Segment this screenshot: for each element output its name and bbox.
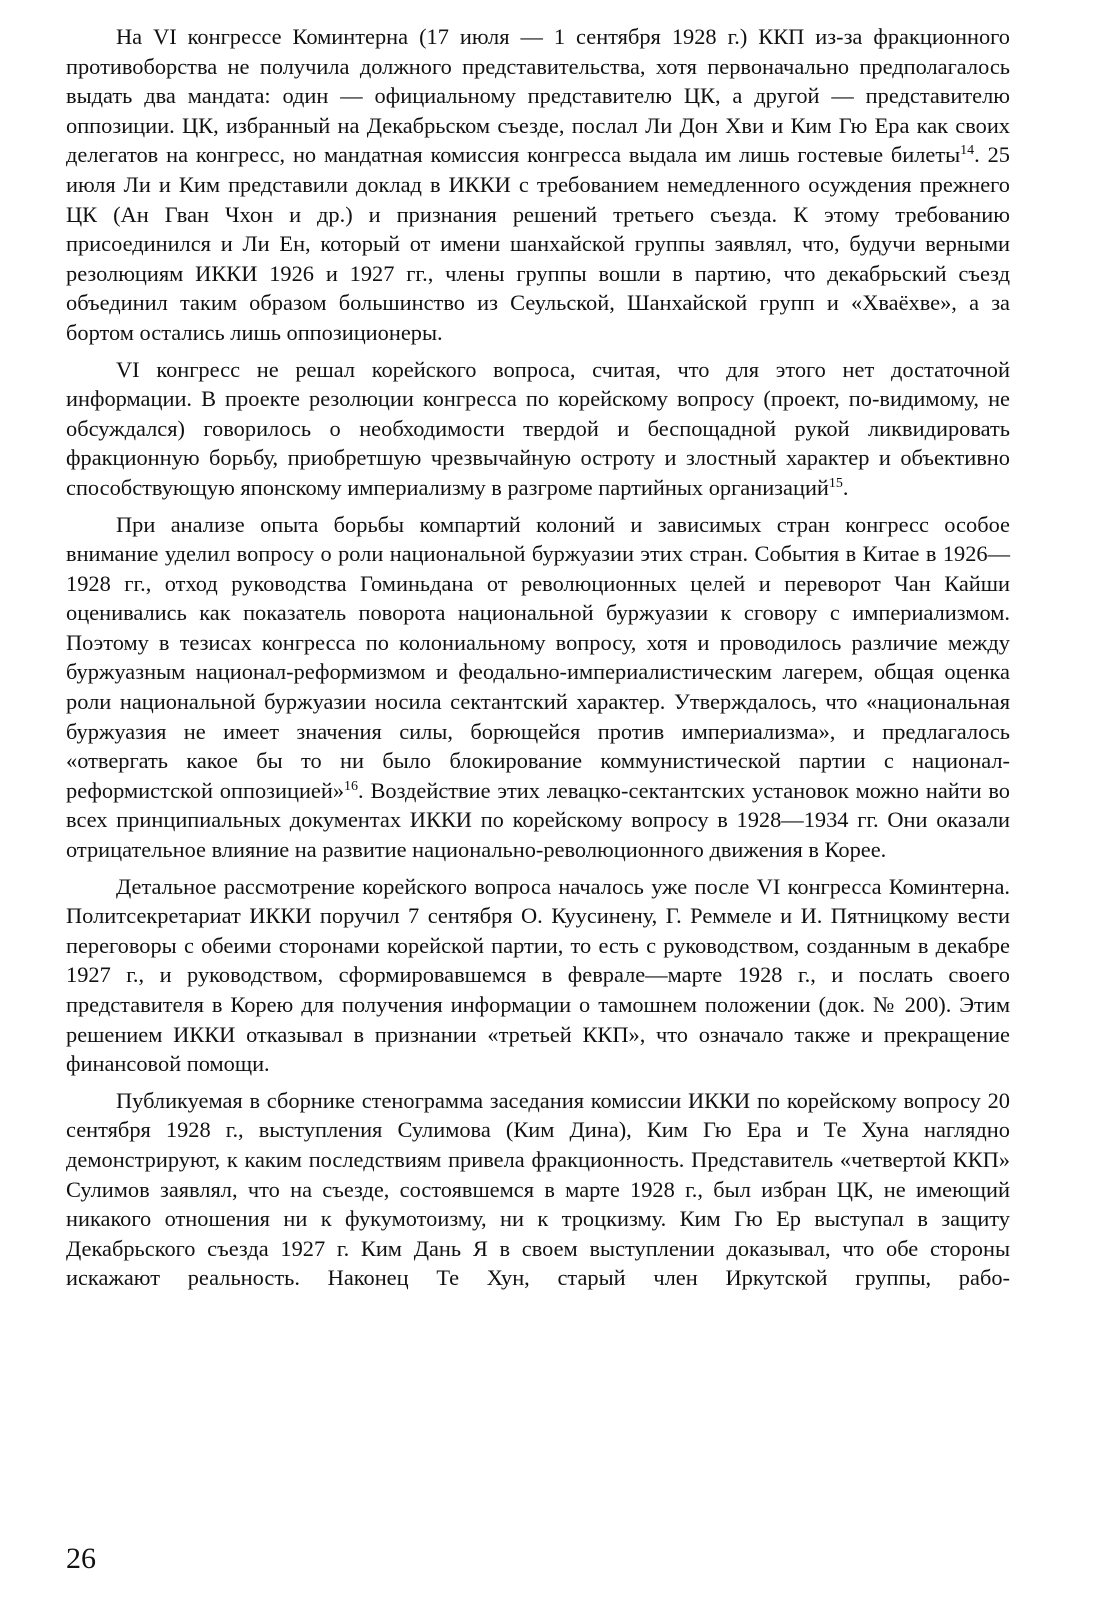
footnote-ref-16: 16 [344,778,359,794]
paragraph-2: VI конгресс не решал корейского вопроса, считая, что для этого нет достаточной информации. В проекте резолюции конгресса по корейскому вопросу (проект, по-видимому, не обсуждался) говорилось о необходимости твердой и беспощадной рукой ликвидировать фракционную борьбу, приобретшую чрезвычайную остроту и злостный характер и объективно способствующую японскому империализму в разгроме партийных организаций$^{15}$. [66,356,1010,500]
paragraph-3: При анализе опыта борьбы компартий колоний и зависимых стран конгресс особое внимание уделил вопросу о роли национальной буржуазии этих стран. События в Китае в 1926—1928 гг., отход руководства Гоминьдана от революционных целей и переворот Чан Кайши оценивались как показатель поворота национальной буржуазии к сговору с империализмом. Поэтому в тезисах конгресса по колониальному вопросу, хотя и проводилось различие между буржуазным национал-реформизмом и феодально-империалистическим лагерем, общая оценка роли национальной буржуазии носила сектантский характер. Утверждалось, что «национальная буржуазия не имеет значения силы, борющейся против империализма», и предлагалось «отвергать какое бы то ни было блокирование коммунистической партии с национал-реформистской оппозицией»$^{16}$. Воздействие этих левацко-сектантских установок можно найти во всех принципиальных документах ИККИ по корейскому вопросу в 1928—1934 гг. Они оказали отрицательное влияние на развитие национально-революционного движения в Корее. [66,511,1010,863]
footnote-ref-15: 15 [828,475,843,491]
paragraph-5: Публикуемая в сборнике стенограмма заседания комиссии ИККИ по корейскому вопросу 20 сентября 1928 г., выступления Сулимова (Ким Дина), Ким Гю Ера и Те Хуна наглядно демонстрируют, к каким последствиям привела фракционность. Представитель «четвертой ККП» Сулимов заявлял, что на съезде, состоявшемся в марте 1928 г., был избран ЦК, не имеющий никакого отношения ни к фукумотоизму, ни к троцкизму. Ким Гю Ер выступал в защиту Декабрьского съезда 1927 г. Ким Дань Я в своем выступлении доказывал, что обе стороны искажают реальность. Наконец Те Хун, старый член Иркутской группы, рабо- [66,1087,1010,1291]
paragraph-1: На VI конгрессе Коминтерна (17 июля — 1 сентября 1928 г.) ККП из-за фракционного противоборства не получила должного представительства, хотя первоначально предполагалось выдать два мандата: один — официальному представителю ЦК, а другой — представителю оппозиции. ЦК, избранный на Декабрьском съезде, послал Ли Дон Хви и Ким Гю Ера как своих делегатов на конгресс, но мандатная комиссия конгресса выдала им лишь гостевые билеты$^{14}$. 25 июля Ли и Ким представили доклад в ИККИ с требованием немедленного осуждения прежнего ЦК (Ан Гван Чхон и др.) и признания решений третьего съезда. К этому требованию присоединился и Ли Ен, который от имени шанхайской группы заявлял, что, будучи верными резолюциям ИККИ 1926 и 1927 гг., члены группы вошли в партию, что декабрьский съезд объединил таким образом большинство из Сеульской, Шанхайской групп и «Хваёхве», а за бортом остались лишь оппозиционеры. [66,24,1010,345]
paragraph-4: Детальное рассмотрение корейского вопроса началось уже после VI конгресса Коминтерна. Политсекретариат ИККИ поручил 7 сентября О. Куусинену, Г. Реммеле и И. Пятницкому вести переговоры с обеими сторонами корейской партии, то есть с руководством, созданным в декабре 1927 г., и руководством, сформировавшемся в феврале—марте 1928 г., и послать своего представителя в Корею для получения информации о тамошнем положении (док. № 200). Этим решением ИККИ отказывал в признании «третьей ККП», что означало также и прекращение финансовой помощи. [66,873,1010,1077]
footnote-ref-14: 14 [960,143,975,159]
page-number: 26 [66,1542,96,1575]
page-body [66,22,1010,1300]
